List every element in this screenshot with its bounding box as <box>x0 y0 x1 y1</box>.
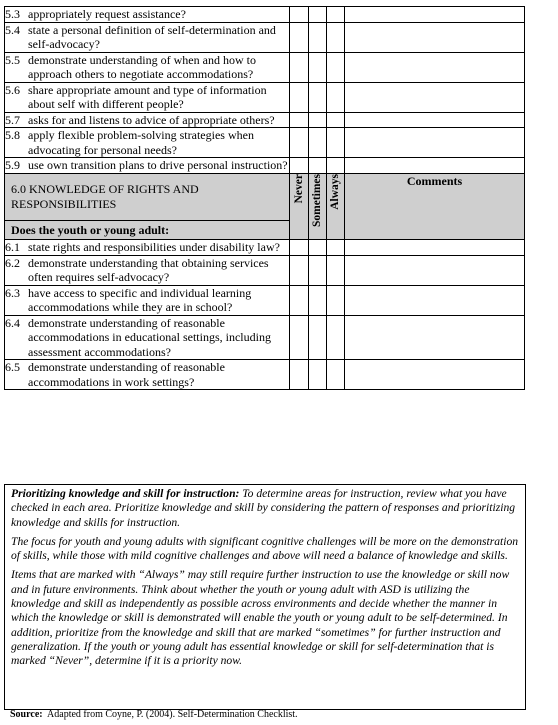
never-checkbox-cell[interactable] <box>290 285 309 315</box>
item-cell <box>5 112 290 128</box>
item-text: use own transition plans to drive personal instruction? <box>28 158 288 172</box>
never-checkbox-cell[interactable] <box>290 82 309 112</box>
always-checkbox-cell[interactable] <box>327 82 345 112</box>
sometimes-checkbox-cell[interactable] <box>309 158 327 174</box>
comments-cell[interactable] <box>345 158 525 174</box>
item-number: 5.6 <box>5 82 20 97</box>
item-cell <box>5 158 290 174</box>
item-text: state a personal definition of self-determination and self-advocacy? <box>28 22 276 51</box>
col-header-sometimes <box>309 173 327 240</box>
col-sometimes-label: Sometimes <box>311 173 324 227</box>
checklist-table <box>4 6 525 390</box>
item-cell <box>5 255 290 285</box>
source-label: Source: <box>10 709 43 720</box>
sometimes-checkbox-cell[interactable] <box>309 112 327 128</box>
section-header-row <box>5 173 525 240</box>
always-checkbox-cell[interactable] <box>327 52 345 82</box>
item-number: 6.2 <box>5 255 20 270</box>
item-text: demonstrate understanding of reasonable accommodations in educational settings, including assessment accommodations? <box>28 315 271 359</box>
source-citation <box>10 709 298 720</box>
item-cell <box>5 7 290 23</box>
checklist-row <box>5 82 525 112</box>
sometimes-checkbox-cell[interactable] <box>309 360 327 390</box>
section-header-cell <box>5 173 290 240</box>
sometimes-checkbox-cell[interactable] <box>309 22 327 52</box>
always-checkbox-cell[interactable] <box>327 112 345 128</box>
notes-p1-text: To determine areas for instruction, review what you have checked in each area. Prioritize knowledge and skill by considering the pattern of responses and prioritizing knowledge and skills for instruction. <box>11 487 516 529</box>
item-number: 6.1 <box>5 240 20 254</box>
checklist-row <box>5 158 525 174</box>
checklist-row <box>5 52 525 82</box>
section-title: 6.0 KNOWLEDGE OF RIGHTS AND RESPONSIBILITIES <box>11 181 199 211</box>
sometimes-checkbox-cell[interactable] <box>309 285 327 315</box>
item-number: 5.8 <box>5 128 20 142</box>
checklist-row <box>5 360 525 390</box>
sometimes-checkbox-cell[interactable] <box>309 128 327 158</box>
checklist-row <box>5 128 525 158</box>
never-checkbox-cell[interactable] <box>290 315 309 360</box>
col-header-comments: Comments <box>345 173 525 240</box>
item-number: 5.3 <box>5 7 20 21</box>
sometimes-checkbox-cell[interactable] <box>309 240 327 256</box>
item-number: 5.5 <box>5 52 20 67</box>
item-number: 5.9 <box>5 158 20 172</box>
col-header-never <box>290 173 309 240</box>
item-cell <box>5 315 290 360</box>
comments-cell[interactable] <box>345 112 525 128</box>
item-text: have access to specific and individual learning accommodations while they are in school? <box>28 285 252 314</box>
never-checkbox-cell[interactable] <box>290 255 309 285</box>
item-text: demonstrate understanding of reasonable accommodations in work settings? <box>28 360 225 389</box>
comments-cell[interactable] <box>345 285 525 315</box>
item-cell <box>5 285 290 315</box>
never-checkbox-cell[interactable] <box>290 158 309 174</box>
never-checkbox-cell[interactable] <box>290 22 309 52</box>
item-cell <box>5 360 290 390</box>
never-checkbox-cell[interactable] <box>290 360 309 390</box>
item-cell <box>5 52 290 82</box>
always-checkbox-cell[interactable] <box>327 158 345 174</box>
checklist-row <box>5 112 525 128</box>
sometimes-checkbox-cell[interactable] <box>309 82 327 112</box>
notes-heading: Prioritizing knowledge and skill for instruction: <box>11 487 240 500</box>
comments-cell[interactable] <box>345 360 525 390</box>
col-always-label: Always <box>329 173 342 210</box>
item-text: asks for and listens to advice of appropriate others? <box>28 112 275 127</box>
checklist-row <box>5 285 525 315</box>
col-header-always <box>327 173 345 240</box>
checklist-row <box>5 315 525 360</box>
item-text: appropriately request assistance? <box>28 7 186 21</box>
comments-cell[interactable] <box>345 240 525 256</box>
comments-cell[interactable] <box>345 315 525 360</box>
sometimes-checkbox-cell[interactable] <box>309 52 327 82</box>
always-checkbox-cell[interactable] <box>327 255 345 285</box>
notes-paragraph-3: Items that are marked with “Always” may still require further instruction to use the knowledge or skill now and in future environments. Think about whether the youth or young adult with ASD is utilizing the knowledge and skill as independently as possible across environments and decide whether the manner in which the knowledge or skill is demonstrated will enable the youth or young adult to be self-determined. In addition, prioritize from the knowledge and skill that are marked “sometimes” for further instruction and generalization. If the youth or young adult has essential knowledge or skill for self-determination that is marked “Never”, determine if it is a priority now. <box>11 568 510 668</box>
always-checkbox-cell[interactable] <box>327 128 345 158</box>
notes-paragraph-2: The focus for youth and young adults with significant cognitive challenges will be more on the demonstration of skills, while those with mild cognitive challenges and above will need a balance of knowledge and skills. <box>11 534 519 563</box>
col-never-label: Never <box>292 173 305 203</box>
never-checkbox-cell[interactable] <box>290 112 309 128</box>
never-checkbox-cell[interactable] <box>290 7 309 23</box>
comments-cell[interactable] <box>345 255 525 285</box>
always-checkbox-cell[interactable] <box>327 285 345 315</box>
sometimes-checkbox-cell[interactable] <box>309 7 327 23</box>
sometimes-checkbox-cell[interactable] <box>309 255 327 285</box>
item-number: 6.3 <box>5 285 20 300</box>
checklist-row <box>5 7 525 23</box>
always-checkbox-cell[interactable] <box>327 360 345 390</box>
checklist-row <box>5 255 525 285</box>
comments-cell[interactable] <box>345 82 525 112</box>
never-checkbox-cell[interactable] <box>290 128 309 158</box>
section-question: Does the youth or young adult: <box>5 220 289 240</box>
item-number: 6.4 <box>5 315 20 330</box>
comments-cell[interactable] <box>345 7 525 23</box>
item-text: apply flexible problem-solving strategies when advocating for personal needs? <box>28 128 254 157</box>
item-number: 5.4 <box>5 22 20 37</box>
source-text: Adapted from Coyne, P. (2004). Self-Determination Checklist. <box>47 709 298 720</box>
always-checkbox-cell[interactable] <box>327 22 345 52</box>
item-cell <box>5 82 290 112</box>
comments-cell[interactable] <box>345 128 525 158</box>
item-number: 6.5 <box>5 360 20 374</box>
always-checkbox-cell[interactable] <box>327 7 345 23</box>
notes-paragraph-1 <box>11 487 521 530</box>
checklist-row <box>5 240 525 256</box>
always-checkbox-cell[interactable] <box>327 315 345 360</box>
item-cell <box>5 128 290 158</box>
never-checkbox-cell[interactable] <box>290 240 309 256</box>
item-number: 5.7 <box>5 112 20 127</box>
checklist-row <box>5 22 525 52</box>
always-checkbox-cell[interactable] <box>327 240 345 256</box>
never-checkbox-cell[interactable] <box>290 52 309 82</box>
instruction-notes <box>4 484 526 710</box>
item-text: share appropriate amount and type of information about self with different people? <box>28 82 267 111</box>
item-cell <box>5 240 290 256</box>
item-cell <box>5 22 290 52</box>
item-text: state rights and responsibilities under disability law? <box>28 240 280 254</box>
sometimes-checkbox-cell[interactable] <box>309 315 327 360</box>
comments-cell[interactable] <box>345 52 525 82</box>
item-text: demonstrate understanding of when and how to approach others to negotiate accommodations? <box>28 52 256 81</box>
comments-cell[interactable] <box>345 22 525 52</box>
item-text: demonstrate understanding that obtaining services often requires self-advocacy? <box>28 255 269 284</box>
